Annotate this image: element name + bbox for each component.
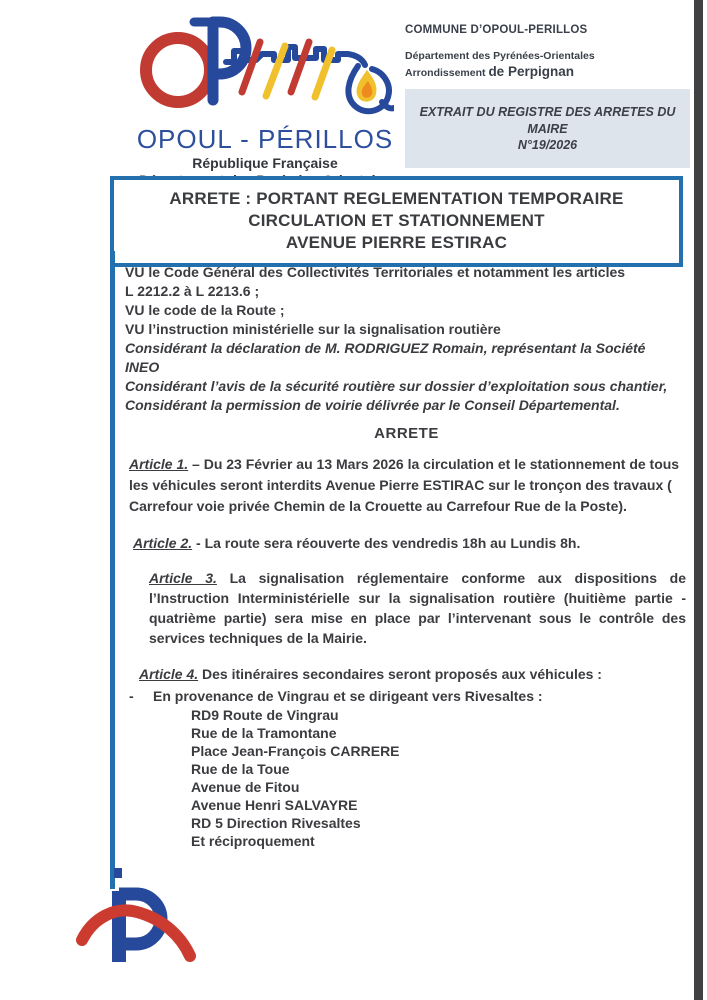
article-3-text: La signalisation réglementaire conforme aux dispositions de l’Instruction Interministérielle sur la signalisation routière (huitième partie - quatrième partie) sera mise en place par l’intervenant sous le contrôle des services techniques de la Mairie. [149,570,687,646]
route-item: RD 5 Direction Rivesaltes [191,815,361,831]
scan-edge-strip [694,0,703,1000]
article-3 [149,568,686,648]
title-line1: ARRETE : PORTANT REGLEMENTATION TEMPORAIRE [169,189,624,208]
considerant-clause: INEO [125,359,160,375]
arrondissement-label: Arrondissement [405,67,489,79]
route-intro-line [125,687,688,706]
extrait-number: N°19/2026 [517,138,578,152]
route-intro-text: En provenance de Vingrau et se dirigeant vers Rivesaltes : [153,688,543,704]
dash-bullet: - [129,688,134,704]
commune-name: COMMUNE D’OPOUL-PERILLOS [405,24,588,36]
vu-clause: VU l’instruction ministérielle sur la signalisation routière [125,321,501,337]
commune-logo-block [132,10,398,189]
considerant-clause: Considérant l’avis de la sécurité routière sur dossier d’exploitation sous chantier, [125,378,668,394]
article-1 [129,454,688,517]
extrait-registre-panel [405,89,690,168]
decree-body [110,251,694,889]
footer-p-logo-icon [75,866,205,966]
route-item: Rue de la Tramontane [191,725,337,741]
arrondissement-line [405,64,690,79]
considerant-clause: Considérant la déclaration de M. RODRIGUEZ Romain, représentant la Société [125,340,646,356]
route-item: Place Jean-François CARRERE [191,743,400,759]
extrait-line1: EXTRAIT DU REGISTRE DES ARRETES DU [419,105,676,119]
article-3-label: Article 3. [149,570,217,586]
considerant-clause: Considérant la permission de voirie délivrée par le Conseil Départemental. [125,397,620,413]
route-list [125,706,688,850]
article-2-label: Article 2. [133,535,193,551]
vu-clause: VU le Code Général des Collectivités Territoriales et notamment les articles [125,264,626,280]
vu-clause: VU le code de la Route ; [125,302,285,318]
arrete-heading: ARRETE [374,425,439,442]
route-item: Avenue Henri SALVAYRE [191,797,358,813]
route-item: Et réciproquement [191,833,315,849]
article-1-text: – Du 23 Février au 13 Mars 2026 la circulation et le stationnement de tous les véhicules seront interdits Avenue Pierre ESTIRAC sur le tronçon des travaux ( Carrefour voie privée Chemin de la Crouette au Carrefour Rue de la Poste). [129,456,680,514]
article-2 [133,533,688,554]
department-line: Département des Pyrénées-Orientales [405,50,595,62]
header-right-block [405,24,690,168]
extrait-line2: MAIRE [527,121,568,136]
route-item: Rue de la Toue [191,761,290,777]
title-line2: CIRCULATION ET STATIONNEMENT [248,211,545,230]
article-4-text: Des itinéraires secondaires seront proposés aux véhicules : [198,666,602,682]
arrondissement-value: de Perpignan [488,64,574,79]
vu-clause: L 2212.2 à L 2213.6 ; [125,283,260,299]
article-1-label: Article 1. [129,456,189,472]
article-2-text: - La route sera réouverte des vendredis 18h au Lundis 8h. [192,535,581,551]
logo-wordmark: OPOUL - PÉRILLOS [136,124,394,154]
article-4-label: Article 4. [139,666,199,682]
route-item: RD9 Route de Vingrau [191,707,339,723]
route-item: Avenue de Fitou [191,779,300,795]
opoul-perillos-logo-icon [136,10,394,128]
article-4 [139,664,688,685]
logo-subtitle-republique: République Française [192,155,338,171]
title-line3: AVENUE PIERRE ESTIRAC [285,233,508,252]
